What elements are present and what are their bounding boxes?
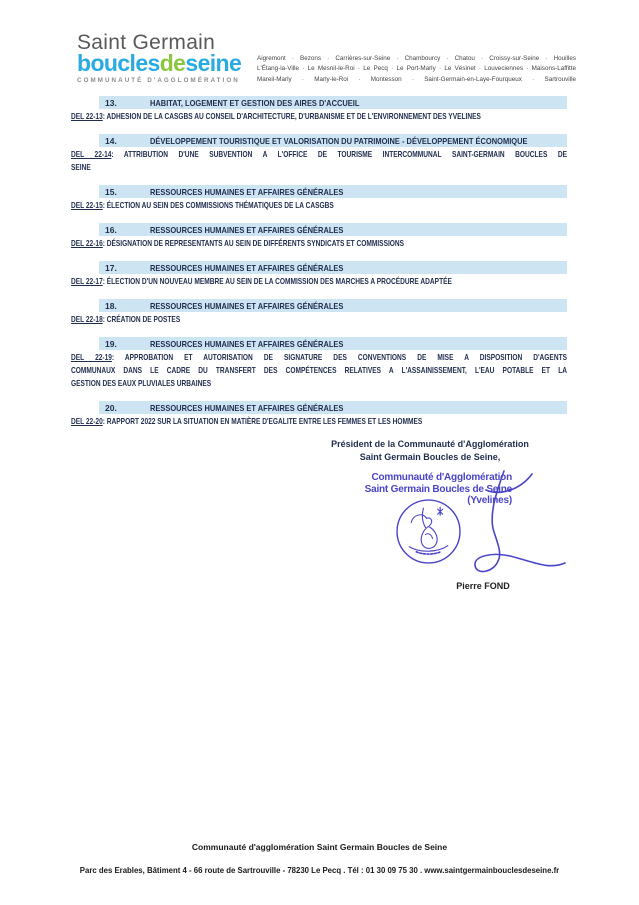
deliberation-ref: DEL 22-18	[71, 314, 103, 324]
footer-address: Parc des Erables, Bâtiment 4 - 66 route de Sartrouville - 78230 Le Pecq . Tél : 01 30 09 75 30 . www.saintgermainbouclesdeseine.fr	[79, 866, 560, 875]
footer-org-name: Communauté d'agglomération Saint Germain Boucles de Seine	[191, 842, 448, 852]
item-body	[71, 351, 567, 390]
signature-heading-line1: Président de la Communauté d'Agglomération	[331, 439, 529, 449]
deliberation-item	[71, 96, 567, 123]
handwritten-signature	[448, 466, 570, 580]
item-category-header	[99, 134, 567, 147]
item-description-line: SEINE	[71, 162, 91, 172]
signature-heading-line2: Saint Germain Boucles de Seine,	[359, 452, 501, 462]
item-description-line: DEL 22-15: ÉLECTION AU SEIN DES COMMISSIONS THÉMATIQUES DE LA CASGBS	[71, 200, 334, 210]
stamp-text-line1: Communauté d'Agglomération	[371, 472, 512, 483]
item-category: RESSOURCES HUMAINES ET AFFAIRES GÉNÉRALES	[150, 402, 344, 413]
item-description-line: COMMUNAUX DANS LE CADRE DU TRANSFERT DES COMPÉTENCES RELATIVES A L'ASSAINISSEMENT, L'EAU POTABLE ET LA	[71, 365, 567, 375]
deliberation-ref: DEL 22-20	[71, 416, 103, 426]
item-body	[71, 148, 567, 174]
item-category: RESSOURCES HUMAINES ET AFFAIRES GÉNÉRALES	[150, 338, 344, 349]
deliberations-list	[71, 96, 567, 439]
logo-title: Saint Germain	[77, 31, 216, 54]
item-description-line: DEL 22-19: APPROBATION ET AUTORISATION DE SIGNATURE DES CONVENTIONS DE MISE A DISPOSITION D'AGENTS	[71, 352, 568, 362]
item-description-line: DEL 22-16: DÉSIGNATION DE REPRESENTANTS AU SEIN DE DIFFÉRENTS SYNDICATS ET COMMISSIONS	[71, 238, 405, 248]
item-category-header	[99, 96, 567, 109]
item-category-header	[99, 223, 567, 236]
item-number: 19.	[105, 338, 117, 349]
item-description-line: DEL 22-17: ÉLECTION D'UN NOUVEAU MEMBRE AU SEIN DE LA COMMISSION DES MARCHES A PROCÉDURE ADAPTÉE	[71, 276, 452, 286]
communes-line: Mareil-Marly · Marly-le-Roi · Montesson · Saint-Germain-en-Laye-Fourqueux · Sartrouville	[257, 75, 576, 83]
item-description-line: DEL 22-13: ADHESION DE LA CASGBS AU CONSEIL D'ARCHITECTURE, D'URBANISME ET DE L'ENVIRONNEMENT DES YVELINES	[71, 111, 481, 121]
deliberation-item	[71, 223, 567, 250]
item-body	[71, 415, 567, 428]
item-number: 13.	[105, 97, 117, 108]
deliberation-ref: DEL 22-14	[71, 149, 112, 159]
communes-line: L'Étang-la-Ville · Le Mesnil-le-Roi · Le Pecq · Le Port-Marly · Le Vésinet · Louveciennes · Maisons-Laffitte	[257, 65, 576, 73]
deliberation-item	[71, 401, 567, 428]
item-body	[71, 275, 567, 288]
logo-brand	[77, 52, 241, 75]
item-number: 16.	[105, 224, 117, 235]
item-category: RESSOURCES HUMAINES ET AFFAIRES GÉNÉRALES	[150, 262, 344, 273]
deliberation-item	[71, 261, 567, 288]
deliberation-item	[71, 299, 567, 326]
deliberation-item	[71, 337, 567, 390]
item-number: 14.	[105, 135, 117, 146]
item-body	[71, 237, 567, 250]
signature-heading	[285, 438, 575, 464]
item-number: 15.	[105, 186, 117, 197]
stamp-text-line3: (Yvelines)	[467, 495, 512, 506]
logo-brand-de: de	[159, 50, 186, 76]
item-category: DÉVELOPPEMENT TOURISTIQUE ET VALORISATION DU PATRIMOINE - DÉVELOPPEMENT ÉCONOMIQUE	[150, 135, 528, 146]
agency-logo	[77, 32, 241, 84]
item-body	[71, 110, 567, 123]
logo-subtitle: COMMUNAUTÉ D'AGGLOMÉRATION	[77, 77, 240, 84]
item-category: RESSOURCES HUMAINES ET AFFAIRES GÉNÉRALES	[150, 186, 344, 197]
item-number: 20.	[105, 402, 117, 413]
deliberation-item	[71, 185, 567, 212]
logo-brand-boucles: boucles	[77, 50, 160, 76]
stamp-text-line2: Saint Germain Boucles de Seine	[364, 483, 512, 495]
deliberation-item	[71, 134, 567, 174]
item-category-header	[99, 401, 567, 414]
item-description-line: DEL 22-14: ATTRIBUTION D'UNE SUBVENTION A L'OFFICE DE TOURISME INTERCOMMUNAL SAINT-GERMAIN BOUCLES DE	[71, 149, 567, 159]
item-category-header	[99, 261, 567, 274]
item-body	[71, 313, 567, 326]
item-category: RESSOURCES HUMAINES ET AFFAIRES GÉNÉRALES	[150, 224, 344, 235]
item-category-header	[99, 185, 567, 198]
item-description-line: DEL 22-18: CRÉATION DE POSTES	[71, 314, 181, 324]
logo-brand-seine: seine	[185, 50, 242, 76]
item-description-line: DEL 22-20: RAPPORT 2022 SUR LA SITUATION EN MATIÈRE D'EGALITE ENTRE LES FEMMES ET LES HOMMES	[71, 416, 423, 426]
deliberation-ref: DEL 22-13	[71, 111, 103, 121]
item-category-header	[99, 299, 567, 312]
item-number: 18.	[105, 300, 117, 311]
deliberation-ref: DEL 22-17	[71, 276, 103, 286]
item-category: RESSOURCES HUMAINES ET AFFAIRES GÉNÉRALES	[150, 300, 344, 311]
deliberation-ref: DEL 22-15	[71, 200, 103, 210]
item-category-header	[99, 337, 567, 350]
item-description-line: GESTION DES EAUX PLUVIALES URBAINES	[71, 378, 212, 388]
communes-list	[257, 54, 576, 85]
deliberation-ref: DEL 22-16	[71, 238, 103, 248]
item-body	[71, 199, 567, 212]
item-category: HABITAT, LOGEMENT ET GESTION DES AIRES D'ACCUEIL	[150, 97, 360, 108]
deliberation-ref: DEL 22-19	[71, 352, 112, 362]
communes-line: Aigremont · Bezons · Carrières-sur-Seine · Chambourcy · Chatou · Croissy-sur-Seine · Houilles	[257, 55, 576, 62]
signer-name: Pierre FOND	[456, 581, 510, 591]
item-number: 17.	[105, 262, 117, 273]
